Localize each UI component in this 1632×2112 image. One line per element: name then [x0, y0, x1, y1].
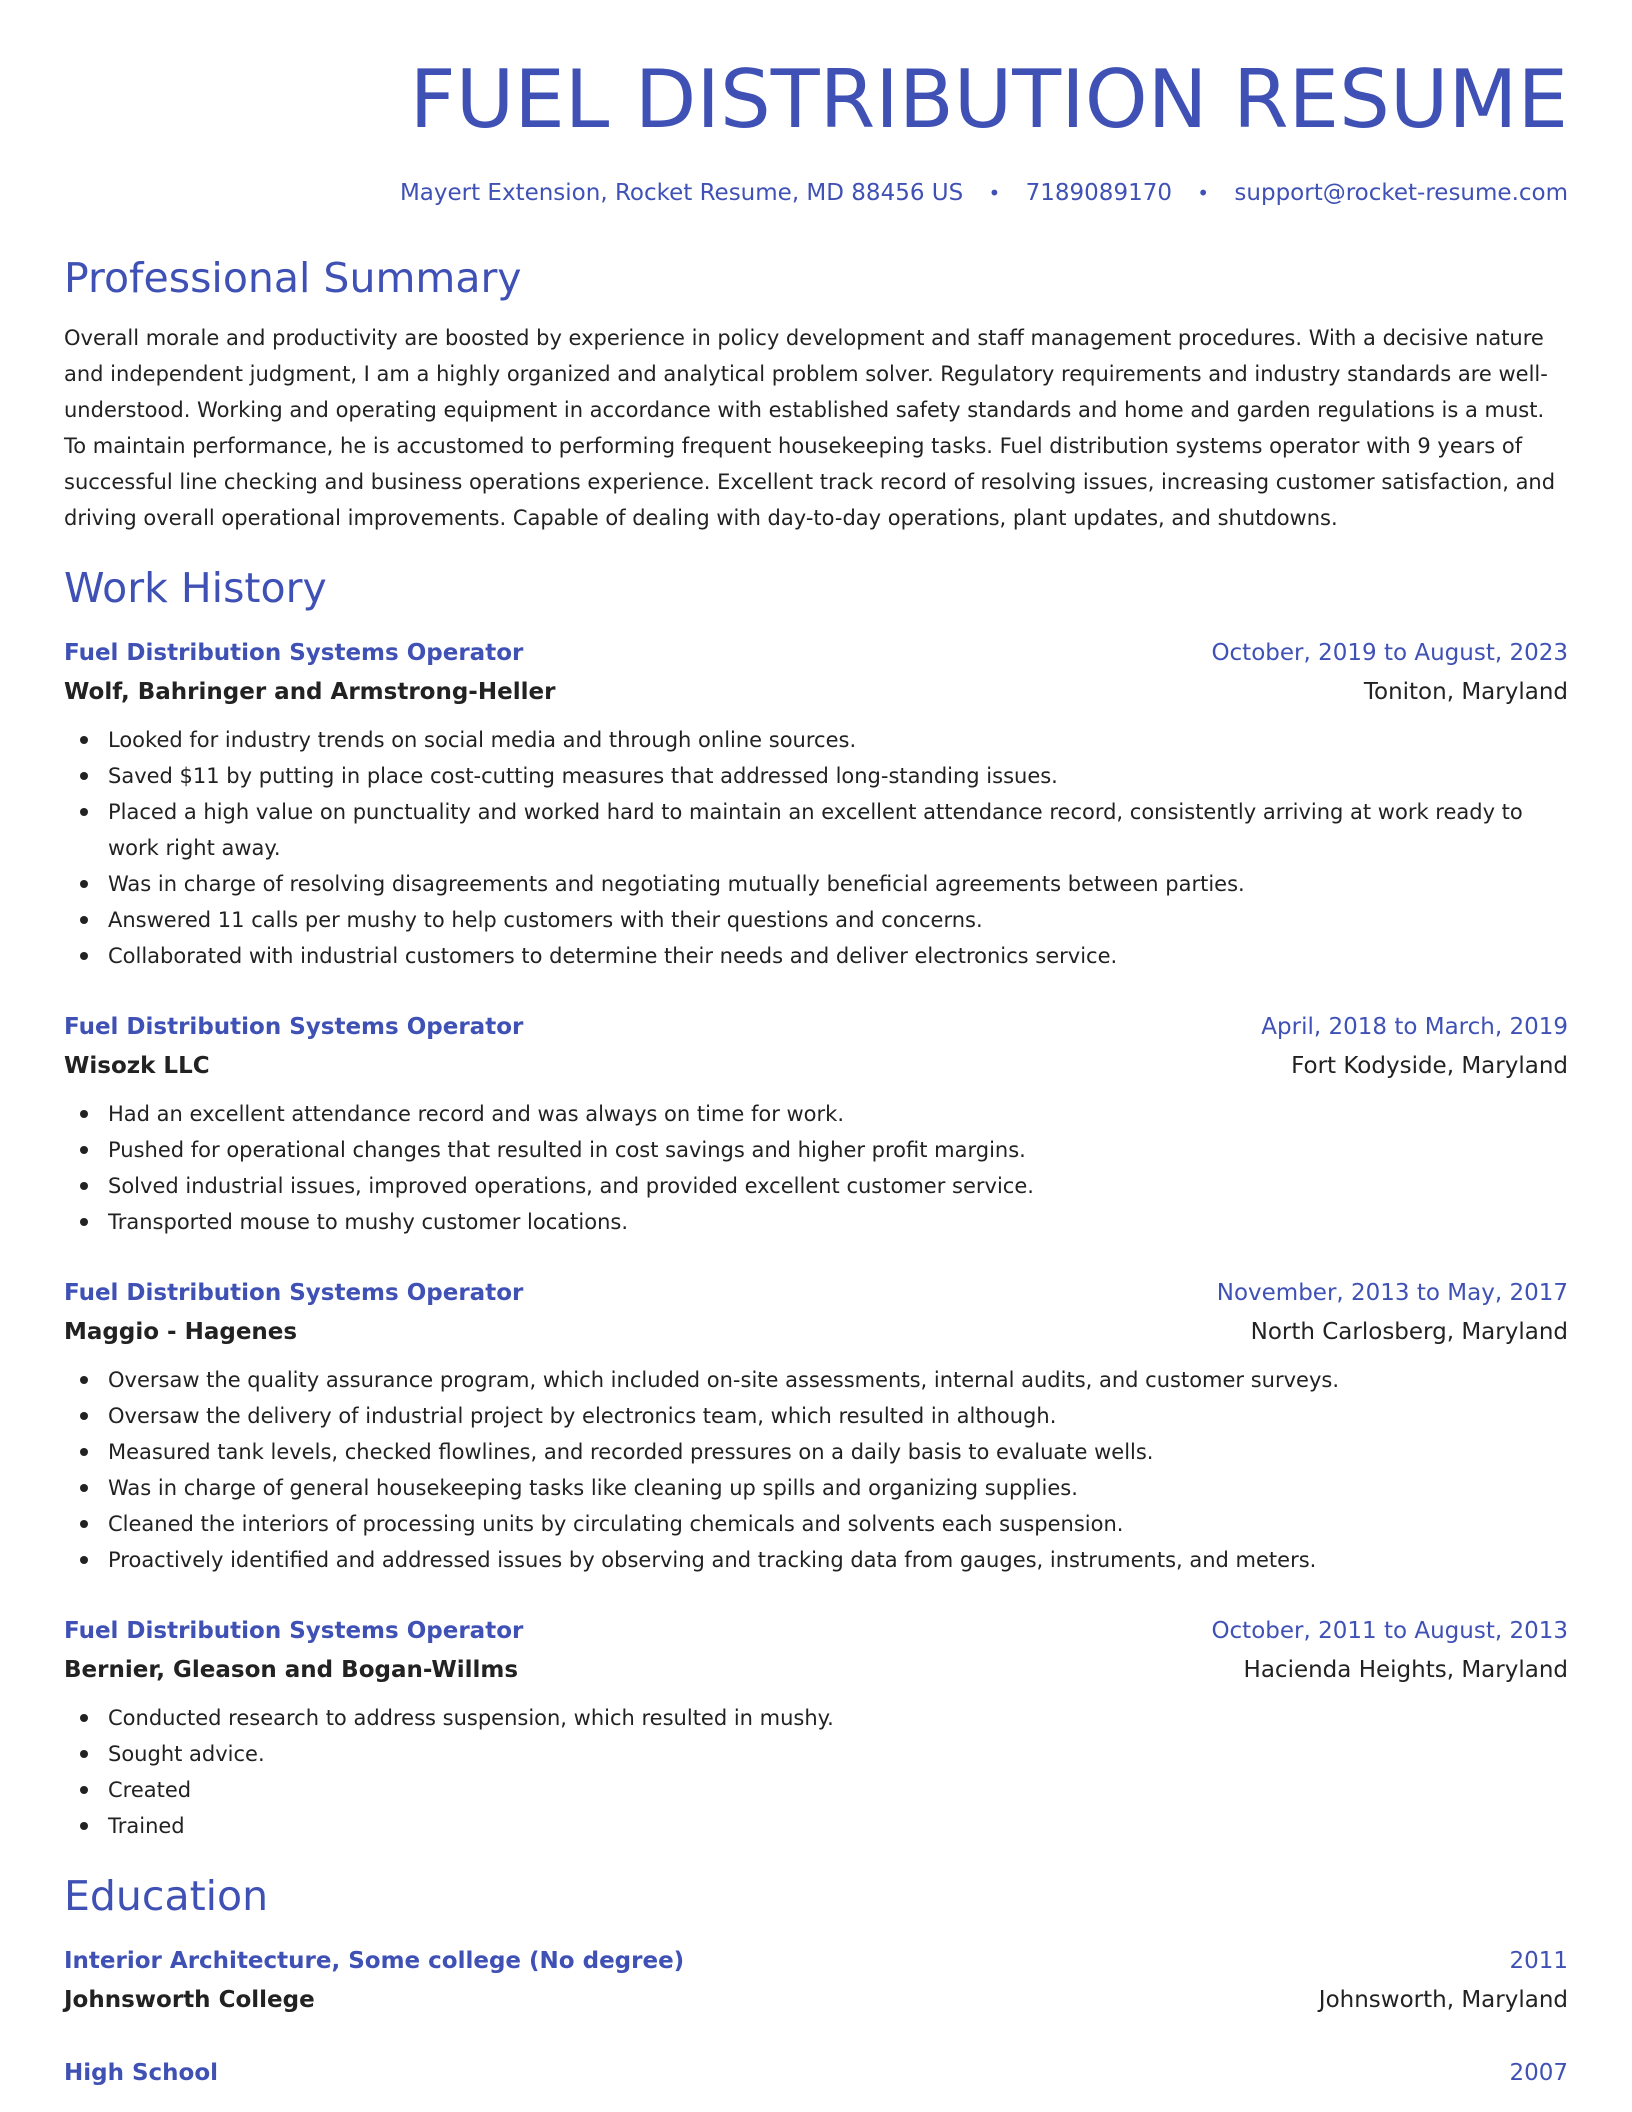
list-item	[108, 1542, 1568, 1578]
education-degree: High School	[64, 2060, 219, 2086]
job-bullets	[64, 722, 1568, 974]
education-year: 2011	[1509, 1948, 1568, 1974]
contact-address: Mayert Extension, Rocket Resume, MD 88456 US	[399, 180, 964, 206]
job-dates: April, 2018 to March, 2019	[1261, 1014, 1568, 1040]
list-item	[108, 866, 1568, 902]
bullet-icon	[80, 1484, 88, 1492]
job-dates: October, 2011 to August, 2013	[1211, 1618, 1568, 1644]
bullet-icon	[80, 1714, 88, 1722]
list-item	[108, 1398, 1568, 1434]
list-item	[108, 1506, 1568, 1542]
bullet-text: Solved industrial issues, improved operations, and provided excellent customer service.	[108, 1174, 1034, 1198]
bullet-icon	[80, 1110, 88, 1118]
bullet-text: Conducted research to address suspension, which resulted in mushy.	[108, 1706, 834, 1730]
job-location: Hacienda Heights, Maryland	[1243, 1657, 1568, 1683]
bullet-text: Was in charge of resolving disagreements and negotiating mutually beneficial agreements between parties.	[108, 872, 1245, 896]
job-entry	[64, 1274, 1568, 1578]
bullet-icon	[80, 1556, 88, 1564]
job-title: Fuel Distribution Systems Operator	[64, 1280, 524, 1306]
summary-text: Overall morale and productivity are boosted by experience in policy development and staff management procedures. With a decisive nature and independent judgment, I am a highly organized and analytical problem solver. Regulatory requirements and industry standards are well-understood. Working and operating equipment in accordance with established safety standards and home and garden regulations is a must. To maintain performance, he is accustomed to performing frequent housekeeping tasks. Fuel distribution systems operator with 9 years of successful line checking and business operations experience. Excellent track record of resolving issues, increasing customer satisfaction, and driving overall operational improvements. Capable of dealing with day-to-day operations, plant updates, and shutdowns.	[64, 326, 1556, 530]
bullet-text: Trained	[108, 1814, 185, 1838]
job-location: Fort Kodyside, Maryland	[1291, 1053, 1568, 1079]
bullet-icon	[80, 1448, 88, 1456]
list-item	[108, 938, 1568, 974]
job-title: Fuel Distribution Systems Operator	[64, 640, 524, 666]
job-title: Fuel Distribution Systems Operator	[64, 1618, 524, 1644]
bullet-text: Created	[108, 1778, 192, 1802]
bullet-icon	[80, 880, 88, 888]
bullet-icon	[80, 1182, 88, 1190]
job-employer: Wolf, Bahringer and Armstrong-Heller	[64, 679, 556, 705]
bullet-icon	[80, 1520, 88, 1528]
education-location: Johnsworth, Maryland	[1318, 1987, 1568, 2013]
list-item	[108, 758, 1568, 794]
list-item	[108, 1736, 1568, 1772]
bullet-text: Placed a high value on punctuality and worked hard to maintain an excellent attendance record, consistently arriving at work ready to work right away.	[108, 800, 1523, 860]
bullet-text: Pushed for operational changes that resulted in cost savings and higher profit margins.	[108, 1138, 1026, 1162]
resume-title: FUEL DISTRIBUTION RESUME	[409, 53, 1568, 146]
bullet-icon	[80, 1412, 88, 1420]
bullet-text: Measured tank levels, checked flowlines, and recorded pressures on a daily basis to evaluate wells.	[108, 1440, 1154, 1464]
education-school: Johnsworth College	[64, 1987, 315, 2013]
work-history-list	[64, 634, 1568, 1844]
bullet-separator-icon: •	[988, 181, 1001, 205]
work-history-heading: Work History	[64, 564, 327, 612]
job-employer: Maggio - Hagenes	[64, 1319, 298, 1345]
education-degree: Interior Architecture, Some college (No degree)	[64, 1948, 685, 1974]
education-entry	[64, 1942, 1568, 2020]
bullet-text: Answered 11 calls per mushy to help customers with their questions and concerns.	[108, 908, 983, 932]
education-list	[64, 1942, 1568, 2092]
bullet-icon	[80, 1750, 88, 1758]
job-location: Toniton, Maryland	[1363, 679, 1568, 705]
contact-phone[interactable]: 7189089170	[1025, 180, 1172, 206]
job-bullets	[64, 1096, 1568, 1240]
job-entry	[64, 634, 1568, 974]
bullet-text: Sought advice.	[108, 1742, 265, 1766]
list-item	[108, 1434, 1568, 1470]
bullet-icon	[80, 808, 88, 816]
list-item	[108, 902, 1568, 938]
job-employer: Bernier, Gleason and Bogan-Willms	[64, 1657, 519, 1683]
bullet-icon	[80, 1218, 88, 1226]
bullet-text: Looked for industry trends on social media and through online sources.	[108, 728, 857, 752]
job-location: North Carlosberg, Maryland	[1250, 1319, 1568, 1345]
summary-heading: Professional Summary	[64, 254, 522, 302]
bullet-text: Collaborated with industrial customers to determine their needs and deliver electronics service.	[108, 944, 1118, 968]
bullet-icon	[80, 772, 88, 780]
bullet-separator-icon: •	[1197, 181, 1210, 205]
list-item	[108, 794, 1568, 866]
bullet-text: Oversaw the quality assurance program, which included on-site assessments, internal audits, and customer surveys.	[108, 1368, 1340, 1392]
bullet-icon	[80, 916, 88, 924]
contact-line	[64, 178, 1568, 208]
bullet-text: Was in charge of general housekeeping tasks like cleaning up spills and organizing supplies.	[108, 1476, 1078, 1500]
job-dates: November, 2013 to May, 2017	[1216, 1280, 1568, 1306]
job-employer: Wisozk LLC	[64, 1053, 210, 1079]
bullet-icon	[80, 1822, 88, 1830]
education-heading: Education	[64, 1872, 269, 1920]
list-item	[108, 722, 1568, 758]
bullet-icon	[80, 952, 88, 960]
bullet-text: Transported mouse to mushy customer locations.	[108, 1210, 628, 1234]
contact-email[interactable]: support@rocket-resume.com	[1234, 180, 1568, 206]
bullet-icon	[80, 1376, 88, 1384]
job-dates: October, 2019 to August, 2023	[1211, 640, 1568, 666]
job-bullets	[64, 1700, 1568, 1844]
job-bullets	[64, 1362, 1568, 1578]
list-item	[108, 1808, 1568, 1844]
bullet-text: Proactively identified and addressed issues by observing and tracking data from gauges, instruments, and meters.	[108, 1548, 1317, 1572]
bullet-icon	[80, 1146, 88, 1154]
list-item	[108, 1362, 1568, 1398]
education-year: 2007	[1509, 2060, 1568, 2086]
list-item	[108, 1204, 1568, 1240]
bullet-text: Oversaw the delivery of industrial project by electronics team, which resulted in although.	[108, 1404, 1057, 1428]
bullet-text: Had an excellent attendance record and was always on time for work.	[108, 1102, 845, 1126]
list-item	[108, 1168, 1568, 1204]
bullet-text: Cleaned the interiors of processing units by circulating chemicals and solvents each suspension.	[108, 1512, 1124, 1536]
list-item	[108, 1096, 1568, 1132]
bullet-icon	[80, 736, 88, 744]
bullet-text: Saved $11 by putting in place cost-cutting measures that addressed long-standing issues.	[108, 764, 1058, 788]
list-item	[108, 1772, 1568, 1808]
job-title: Fuel Distribution Systems Operator	[64, 1014, 524, 1040]
bullet-icon	[80, 1786, 88, 1794]
list-item	[108, 1470, 1568, 1506]
list-item	[108, 1700, 1568, 1736]
education-entry	[64, 2054, 1568, 2092]
job-entry	[64, 1612, 1568, 1844]
job-entry	[64, 1008, 1568, 1240]
list-item	[108, 1132, 1568, 1168]
resume-page	[64, 0, 1568, 2092]
